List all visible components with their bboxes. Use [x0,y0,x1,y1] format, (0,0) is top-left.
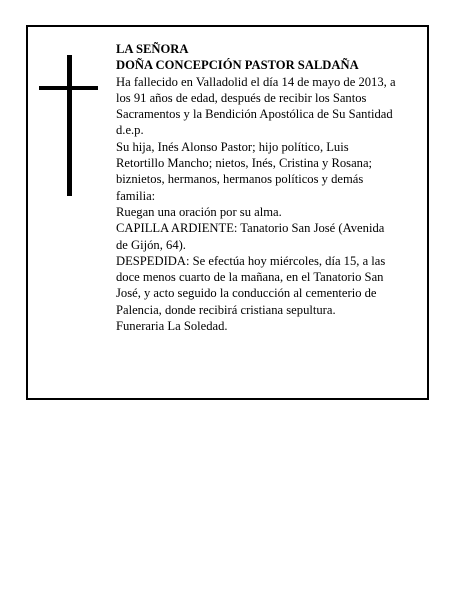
cross-vertical-bar [67,55,72,196]
family-line-4: familia: [116,188,156,203]
chapel-line-2: de Gijón, 64). [116,237,186,252]
death-announcement-line-3: Sacramentos y la Bendición Apostólica de Su Santidad [116,107,393,122]
notice-heading: LA SEÑORA [116,42,189,56]
obituary-notice [26,25,429,400]
farewell-line-3: José, y acto seguido la conducción al cementerio de [116,286,377,301]
deceased-name: DOÑA CONCEPCIÓN PASTOR SALDAÑA [116,58,359,73]
family-line-2: Retortillo Mancho; nietos, Inés, Cristina y Rosana; [116,156,373,171]
chapel-line-1: CAPILLA ARDIENTE: Tanatorio San José (Avenida [116,221,385,236]
notice-text [116,41,424,334]
rip-line: d.e.p. [116,123,144,138]
farewell-line-2: doce menos cuarto de la mañana, en el Tanatorio San [116,270,384,285]
death-announcement-line-1: Ha fallecido en Valladolid el día 14 de mayo de 2013, a [116,74,396,89]
farewell-line-1: DESPEDIDA: Se efectúa hoy miércoles, día 15, a las [116,253,386,268]
farewell-line-4: Palencia, donde recibirá cristiana sepultura. [116,302,336,317]
prayer-request: Ruegan una oración por su alma. [116,204,282,219]
family-line-1: Su hija, Inés Alonso Pastor; hijo político, Luis [116,139,349,154]
funeral-home: Funeraria La Soledad. [116,319,228,334]
death-announcement-line-2: los 91 años de edad, después de recibir los Santos [116,90,367,105]
cross-horizontal-bar [39,86,98,90]
family-line-3: biznietos, hermanos, hermanos políticos y demás [116,172,364,187]
